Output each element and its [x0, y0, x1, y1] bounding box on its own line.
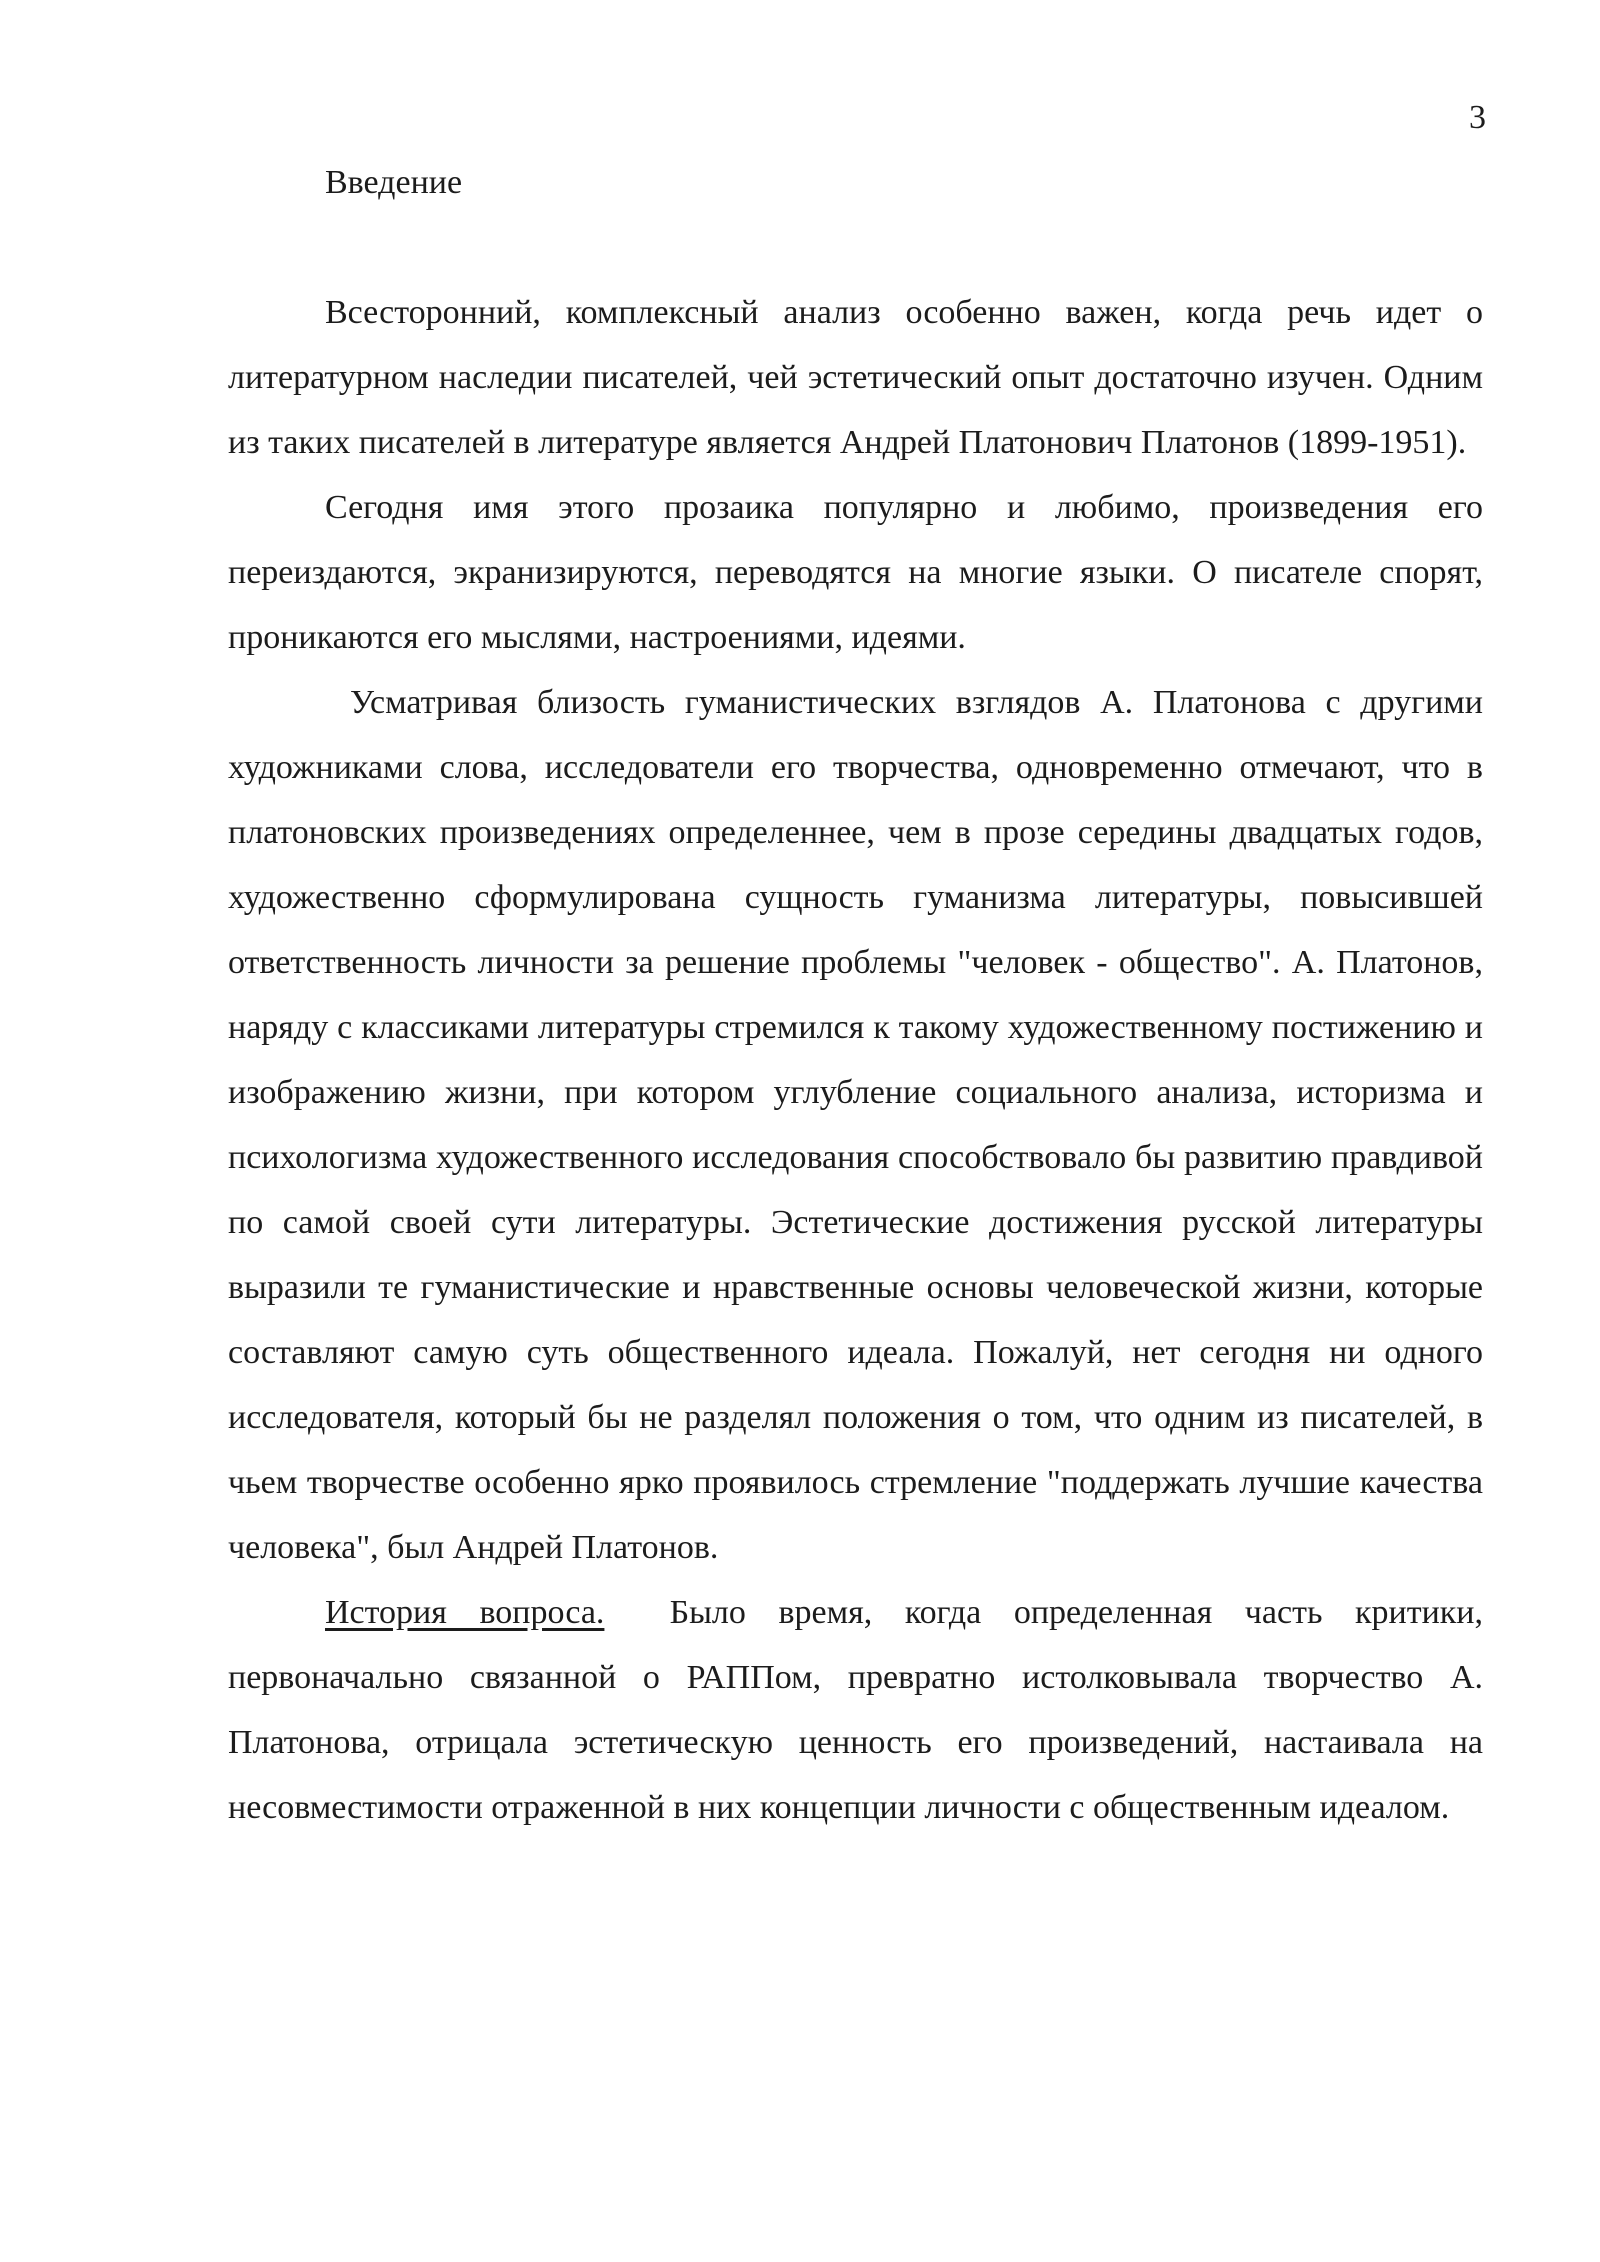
paragraph-history	[228, 1580, 1483, 1840]
paragraph-popularity: Сегодня имя этого прозаика популярно и любимо, произведения его переиздаются, экранизируются, переводятся на многие языки. О писателе спорят, проникаются его мыслями, настроениями, идеями.	[228, 489, 1483, 656]
heading-spacer	[228, 215, 1483, 280]
history-text: Было время, когда определенная часть критики, первоначально связанной о РАППом, превратно истолковывала творчество А. Платонова, отрицала эстетическую ценность его произведений, настаивала на несовместимости отраженной в них концепции личности с общественным идеалом.	[228, 1594, 1483, 1826]
paragraph-humanism: Усматривая близость гуманистических взглядов А. Платонова с другими художниками слова, исследователи его творчества, одновременно отмечают, что в платоновских произведениях определеннее, чем в прозе середины двадцатых годов, художественно сформулирована сущность гуманизма литературы, повысившей ответственность личности за решение проблемы "человек - общество". А. Платонов, наряду с классиками литературы стремился к такому художественному постижению и изображению жизни, при котором углубление социального анализа, историзма и психологизма художественного исследования способствовало бы развитию правдивой по самой своей сути литературы. Эстетические достижения русской литературы выразили те гуманистические и нравственные основы человеческой жизни, которые составляют самую суть общественного идеала. Пожалуй, нет сегодня ни одного исследователя, который бы не разделял положения о том, что одним из писателей, в чьем творчестве особенно ярко проявилось стремление "поддержать лучшие качества человека", был Андрей Платонов.	[228, 684, 1483, 1566]
section-heading: Введение	[325, 164, 463, 201]
paragraph-intro: Всесторонний, комплексный анализ особенно важен, когда речь идет о литературном наследии писателей, чей эстетический опыт достаточно изучен. Одним из таких писателей в литературе является Андрей Платонович Платонов (1899-1951).	[228, 294, 1483, 461]
history-label: История вопроса.	[325, 1594, 605, 1631]
page-number: 3	[1469, 99, 1486, 136]
document-body	[228, 150, 1483, 1840]
